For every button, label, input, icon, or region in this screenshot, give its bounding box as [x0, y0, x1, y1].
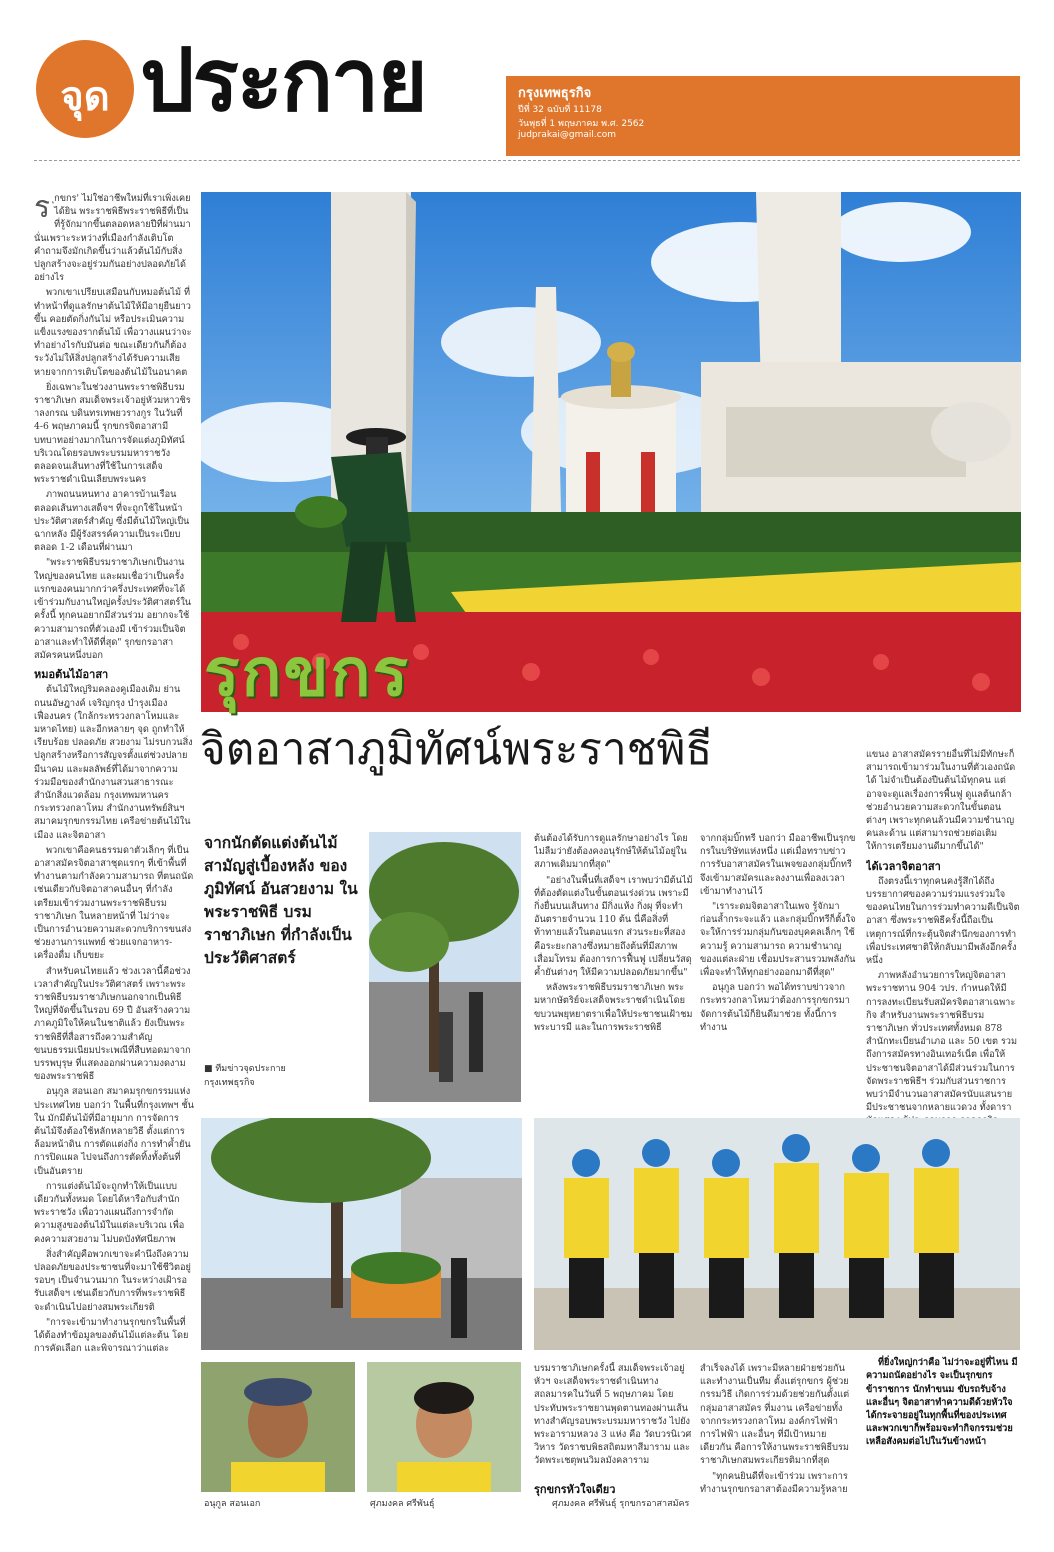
masthead-band: [506, 76, 1020, 156]
article-column-1: [34, 192, 194, 1510]
subheading: ได้เวลาจิตอาสา: [866, 859, 941, 873]
paragraph: ุกขกร' ไม่ใช่อาชีพใหม่ที่เราเพิ่งเคยได้ยิน พระราชพิธีพระราชพิธีที่เป็นที่รู้จักมากขึ้นตลอดหลายปีที่ผ่านมา นั่นเพราะระหว่างที่เมืองกำลังเติบโต คำถามจึงมักเกิดขึ้นว่าแล้วต้นไม้กับสิ่งปลูกสร้างจะอยู่ร่วมกันอย่างปลอดภัยได้อย่างไร: [34, 193, 191, 284]
byline-paper: กรุงเทพธุรกิจ: [204, 1078, 255, 1088]
headline-sub: จิตอาสาภูมิทัศน์พระราชพิธี: [200, 724, 713, 775]
paragraph: พวกเขาคือคนธรรมดาตัวเล็กๆ ที่เป็นอาสาสมัครจิตอาสาชุดแรกๆ ที่เข้าพื้นที่ทำงานตามกำลังความสามารถ ที่ตนถนัด เช่นเดียวกับจิตอาสาคนอื่นๆ ที่กำลังเตรียมเข้าร่วมงานพระราชพิธีบรมราชาภิเษก ในหลายหน้าที่ ไม่ว่าจะเป็นการอำนวยความสะดวกบริการขนส่ง ช่วยงานการแพทย์ ช่วยแจกอาหาร-เครื่องดื่ม เก็บขยะ: [34, 844, 194, 962]
photo-portrait-supamongkol: [367, 1362, 521, 1492]
pull-quote: จากนักตัดแต่งต้นไม้ สามัญสู่เบื้องหลัง ของภูมิทัศน์ อันสวยงาม ในพระราชพิธี บรมราชาภิเษก ที่กำลังเป็น ประวัติศาสตร์: [204, 834, 358, 967]
masthead-divider: [34, 160, 1020, 161]
paragraph: การแต่งต้นไม้จะถูกทำให้เป็นแบบเดียวกันทั้งหมด โดยได้หารือกับสำนักพระราชวัง เพื่อวางแผนถึงการจำกัดความสูงของต้นไม้ในแต่ละบริเวณ เพื่อคงความสวยงาม ไม่บดบังทัศนียภาพ: [34, 1180, 185, 1245]
caption-person-2: ศุภมงคล ศรีพันธุ์: [370, 1499, 435, 1509]
issue-date: วันพุธที่ 1 พฤษภาคม พ.ศ. 2562: [518, 119, 645, 129]
byline: [204, 1062, 364, 1090]
paragraph: จากกลุ่มบิ๊กทรี บอกว่า มืออาชีพเป็นรุกขกรในบริษัทแห่งหนึ่ง แต่เมื่อทราบข่าวการรับอาสาสมัครในเพจของกลุ่มบิ๊กทรี จึงเข้ามาสมัครและลงงานเพื่อลงเวลาเข้ามาทำงานไว้: [700, 833, 856, 897]
subheading-bottom: รุกขกรหัวใจเดียว: [534, 1483, 616, 1496]
article-column-3: [534, 832, 694, 1106]
logo-circle-text: จุด: [60, 74, 110, 120]
paragraph: อนุกูล สอนเอก สมาคมรุกขกรรมแห่งประเทศไทย บอกว่า ในพื้นที่กรุงเทพฯ ชั้นใน มักมีต้นไม้ที่มีอายุมาก การจัดการต้นไม้จึงต้องใช้หลักหลายวิธี ตั้งแต่การล้อมหน้าดิน การตัดแต่งกิ่ง การทำค้ำยัน การปิดแผล ไปจนถึงการตัดทิ้งทั้งต้นที่เป็นอันตราย: [34, 1086, 194, 1177]
subheading: หมอต้นไม้อาสา: [34, 668, 109, 682]
byline-author: ■ ทีมข่าวจุดประกาย: [204, 1064, 286, 1074]
photo-tree-trimming: [369, 832, 521, 1102]
paragraph: ยิ่งเฉพาะในช่วงงานพระราชพิธีบรมราชาภิเษก สมเด็จพระเจ้าอยู่หัวมหาวชิราลงกรณ บดินทรเทพยวรางกูร ในวันที่ 4-6 พฤษภาคมนี้ รุกขกรจิตอาสามีบทบาทอย่างมากในการจัดแต่งภูมิทัศน์บริเวณโดยรอบพระบรมมหาราชวัง ตลอดจนเส้นทางที่ใช้ในการเสด็จพระราชดำเนินเลียบพระนคร: [34, 381, 191, 486]
paragraph: "อย่างในพื้นที่เสด็จฯ เราพบว่ามีต้นไม้ที่ต้องตัดแต่งในขั้นตอนเร่งด่วน เพราะมีกิ่งยื่นบนเส้นทาง มีกิ่งแห้ง กิ่งผุ ที่จะทำอันตรายจำนวน 110 ต้น นี่คือสิ่งที่ท้าทายแล้วในตอนแรก ส่วนระยะที่สอง คือระยะกลางซึ่งหมายถึงต้นที่มีสภาพเสื่อมโทรม ต้องการการฟื้นฟู เปลี่ยนวัสดุค้ำยันต่างๆ ให้มีความปลอดภัยมากขึ้น": [534, 874, 693, 979]
paragraph: สำหรับคนไทยแล้ว ช่วงเวลานี้คือช่วงเวลาสำคัญในประวัติศาสตร์ เพราะพระราชพิธีบรมราชาภิเษกนอกจากเป็นพิธีใหญ่ที่จัดขึ้นในรอบ 69 ปี อันสร้างความภาคภูมิใจให้คนในชาติแล้ว ยังเป็นพระราชพิธีที่สื่อสารถึงความสำคัญ ขนบธรรมเนียมประเพณีที่สืบทอดมาจากบรรพบุรุษ ที่แสดงออกผ่านความงดงามของพระราชพิธี: [34, 965, 191, 1083]
paragraph: "พระราชพิธีบรมราชาภิเษกเป็นงานใหญ่ของคนไทย และผมเชื่อว่าเป็นครั้งแรกของคนมากกว่าครึ่งประเทศที่จะได้เข้าร่วมกับงานใหญ่ครั้งประวัติศาสตร์ในครั้งนี้ ทุกคนอยากมีส่วนร่วม อยากจะใช้ความสามารถที่ตัวเองมี เข้าร่วมเป็นจิตอาสาและทำให้ดีที่สุด" รุกขกรอาสาสมัครคนหนึ่งบอก: [34, 557, 192, 661]
paragraph: แขนง อาสาสมัครรายอื่นที่ไม่มีทักษะก็สามารถเข้ามาร่วมในงานที่ตัวเองถนัดได้ ไม่จำเป็นต้องปีนต้นไม้ทุกคน แต่อาจจะดูแลเรื่องการพื้นฟู ดูแลต้นกล้า ช่วยอำนวยความสะดวกในขั้นตอนต่างๆ เพราะทุกคนล้วนมีความชำนาญคนละด้าน แต่สามารถช่วยต่อเติมให้การเตรียมงานดีมากขึ้นได้": [866, 749, 1016, 853]
article-column-3-bottom: [534, 1362, 694, 1478]
paragraph: สิ่งสำคัญคือพวกเขาจะคำนึงถึงความปลอดภัยของประชาชนที่จะมาใช้ชีวิตอยู่รอบๆ เป็นจำนวนมาก ในระหว่างเฝ้ารอรับเสด็จฯ เช่นเดียวกับการที่พระราชพิธีจะดำเนินไปอย่างสมพระเกียรติ: [34, 1248, 191, 1313]
headline-main: รุกขกร: [204, 634, 410, 711]
contact-email: judprakai@gmail.com: [518, 130, 616, 140]
quote-attribution: ศุภมงคล ศรีพันธุ์ รุกขกรอาสาสมัคร: [552, 1499, 690, 1509]
paragraph: ต้นไม้ใหญ่ริมคลองคูเมืองเดิม ย่านถนนอัษฎางค์ เจริญกรุง บำรุงเมือง เฟื่องนคร (ใกล้กระทรวงกลาโหมและมหาดไทย) และอีกหลายๆ จุด ถูกทำให้เรียบร้อย ปลอดภัย สวยงาม ไม่รบกวนสิ่งปลูกสร้างหรือการสัญจรตั้งแต่ช่วงปลายมีนาคม และผลลัพธ์ที่ได้มาจากความร่วมมือของสำนักงานสวนสาธารณะ สำนักสิ่งแวดล้อม กรุงเทพมหานคร กระทรวงกลาโหม สำนักงานทรัพย์สินฯ สมาคมรุกขกรรมไทย เครือข่ายต้นไม้ในเมือง และจิตอาสา: [34, 684, 193, 841]
paragraph: ภาพถนนหนทาง อาคารบ้านเรือนตลอดเส้นทางเสด็จฯ ที่จะถูกใช้ในหน้าประวัติศาสตร์สำคัญ ซึ่งมีต้นไม้ใหญ่เป็นฉากหลัง มีผู้รังสรรค์ความเป็นระเบียบตลอด 1-2 เดือนที่ผ่านมา: [34, 489, 190, 554]
paragraph: "การจะเข้ามาทำงานรุกขกรในพื้นที่ได้ต้องทำข้อมูลของต้นไม้แต่ละต้น โดยการคัดเลือก และพิจารณาว่าแต่ละ: [34, 1316, 189, 1355]
photo-street-truck: [201, 1118, 522, 1350]
paragraph: บรมราชาภิเษกครั้งนี้ สมเด็จพระเจ้าอยู่หัวฯ จะเสด็จพระราชดำเนินทางสถลมารคในวันที่ 5 พฤษภาคม โดยประทับพระราชยานพุดตานทองผ่านเส้นทางสำคัญรอบพระบรมมหาราชวัง ไปยังพระอารามหลวง 3 แห่ง คือ วัดบวรนิเวศวิหาร วัดราชบพิธสถิตมหาสีมาราม และวัดพระเชตุพนวิมลมังคลาราม: [534, 1363, 692, 1467]
paragraph: สำเร็จลงได้ เพราะมีหลายฝ่ายช่วยกันและทำงานเป็นทีม ตั้งแต่รุกขกร ผู้ช่วยกรรมวิธี เกิดการร่วมด้วยช่วยกันตั้งแต่กลุ่มอาสาสมัคร ที่มงาน เครือข่ายทั้งจากกระทรวงกลาโหม องค์กรไฟฟ้า การไฟฟ้า และอื่นๆ ที่มีเป้าหมายเดียวกัน คือการให้งานพระราชพิธีบรมราชาภิเษกสมพระเกียรติมากที่สุด: [700, 1363, 850, 1467]
photo-volunteers-sweeping: [534, 1118, 1020, 1350]
caption-person-1: อนุกูล สอนเอก: [204, 1499, 261, 1509]
paragraph: พวกเขาเปรียบเสมือนกับหมอต้นไม้ ที่ทำหน้าที่ดูแลรักษาต้นไม้ให้มีอายุยืนยาวขึ้น คอยตัดกิ่งกันไม่ หรือประเมินความแข็งแรงของรากต้นไม้ เพื่อวางแผนว่าจะทำอย่างไรกับมันต่อ ขณะเดียวกันก็ต้องระวังไม่ให้สิ่งปลูกสร้างได้รับความเสียหายจากการเติบโตของต้นไม้ในอนาคต: [34, 287, 192, 378]
paragraph: ถึงตรงนี้เราทุกคนคงรู้สึกได้ถึงบรรยากาศของความร่วมแรงร่วมใจของคนไทยในการร่วมทำความดีเป็นจิตอาสา ซึ่งพระราชพิธีครั้งนี้ถือเป็นเหตุการณ์ที่กระตุ้นจิตสำนึกของการทำเพื่อประเทศชาติให้กลับมามีพลังอีกครั้งหนึ่ง: [866, 875, 1020, 967]
paper-name: กรุงเทพธุรกิจ: [518, 86, 592, 101]
paragraph: ภาพหลังอำนวยการใหญ่จิตอาสาพระราชทาน 904 วปร. กำหนดให้มีการลงทะเบียนรับสมัครจิตอาสาเฉพาะกิจ สำหรับงานพระราชพิธีบรมราชาภิเษก ทั่วประเทศทั้งหมด 878 สำนักทะเบียนอำเภอ และ 50 เขต รวมถึงการสมัครทางอินเทอร์เน็ต เพื่อให้ประชาชนจิตอาสาได้มีส่วนร่วมในการจัดพระราชพิธีฯ ร่วมกับส่วนราชการ พบว่ามีจำนวนอาสาสมัครนับแสนราย มีประชาชนจากหลายแวดวง ทั้งดารา: [866, 970, 1018, 1114]
paragraph: อนุกูล บอกว่า พอได้ทราบข่าวจากกระทรวงกลาโหมว่าต้องการรุกขกรมาจัดการต้นไม้ก็ยินดีมาช่วย ทั้งนี้การทำงาน: [700, 982, 850, 1033]
article-column-4-bottom: [700, 1362, 856, 1510]
article-column-4: [700, 832, 856, 1106]
paragraph: "ทุกคนยินดีที่จะเข้าร่วม เพราะการทำงานรุกขกรอาสาต้องมีความรู้หลาย: [700, 1470, 848, 1495]
drop-cap: ร: [34, 192, 51, 225]
section-logo: ประกาย: [140, 31, 426, 131]
photo-portrait-anukul: [201, 1362, 355, 1492]
issue-number: ปีที่ 32 ฉบับที่ 11178: [518, 105, 602, 115]
paragraph: "เราระดมจิตอาสาในเพจ รู้จักมาก่อนล้ำกระจะแล้ว และกลุ่มบิ๊กทรีก็ตั้งใจจะให้การร่วมกลุ่มกันของบุคคลเล็กๆ ใช้ความรู้ ความสามารถ ความชำนาญของแต่ละฝ่าย เชื่อมประสานรวมพลังกัน เพื่อจะทำให้ทุกอย่างออกมาดีที่สุด": [700, 901, 856, 979]
paragraph: ต้นต้องได้รับการดูแลรักษาอย่างไร โดยไม่ลืมว่ายังต้องคงอนุรักษ์ให้ต้นไม้อยู่ในสภาพเดิมมากที่สุด": [534, 833, 688, 871]
paragraph: หลังพระราชพิธีบรมราชาภิเษก พระมหากษัตริย์จะเสด็จพระราชดำเนินโดยขบวนพยุหยาตราเพื่อให้ประชาชนเฝ้าชมพระบารมี และในการพระราชพิธี: [534, 982, 693, 1033]
paragraph-bold: ที่ยิ่งใหญ่กว่าคือ ไม่ว่าจะอยู่ที่ไหน มีความถนัดอย่างไร จะเป็นรุกขกร ข้าราชการ นักทำขนม ขับรถรับจ้าง และอื่นๆ จิตอาสาทำความดีด้วยหัวใจได้กระจายอยู่ในทุกพื้นที่ของประเทศ และพวกเขาก็พร้อมจะทำกิจกรรมช่วยเหลือสังคมต่อไปในวันข้างหน้า: [866, 1357, 1018, 1448]
